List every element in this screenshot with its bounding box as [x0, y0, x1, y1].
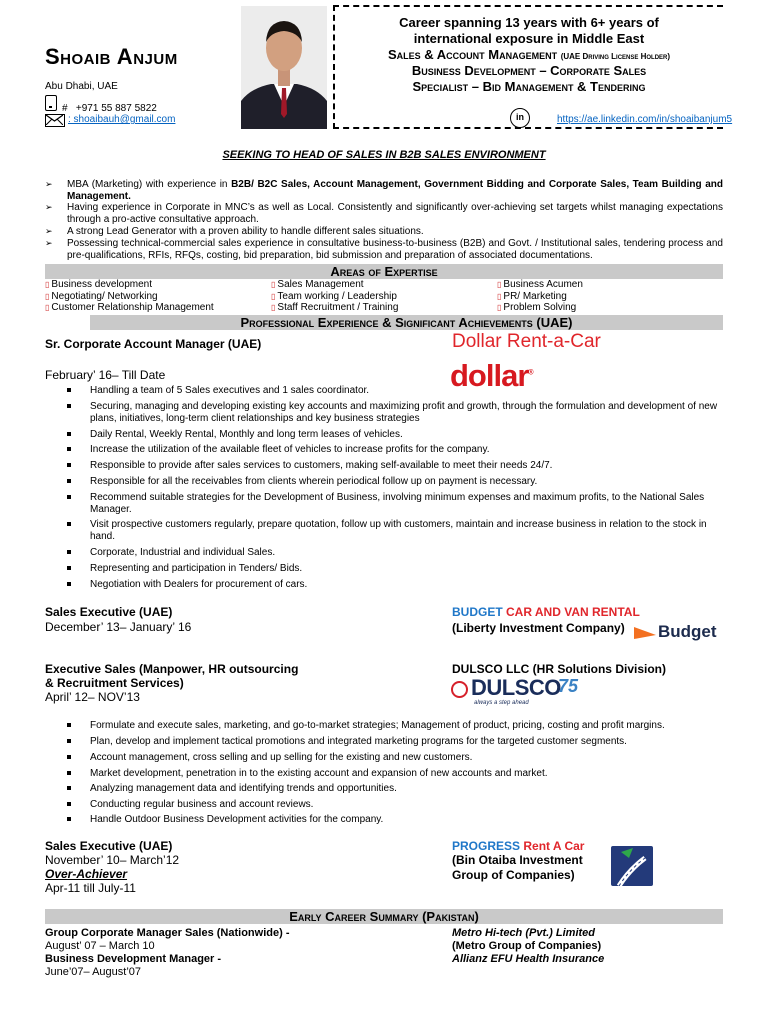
checkbox-bullet-icon: ▯ [45, 280, 50, 289]
job-duty-bullet: Increase the utilization of the available fleet of vehicles to increase profits for the company. [67, 444, 723, 456]
phone [62, 103, 157, 114]
summary-line-3-note: (UAE Driving License Holder) [560, 52, 671, 61]
arrow-bullet-icon: ➢ [45, 179, 53, 189]
company-name: PROGRESS Rent A Car [452, 839, 585, 853]
job-duty-bullet: Handle Outdoor Business Development activities for the company. [67, 814, 723, 826]
job-duty-bullet: Visit prospective customers regularly, prepare quotation, follow up with customers, maintain and increase business in relation to the stock in hand. [67, 519, 723, 543]
job-duty-bullet: Negotiation with Dealers for procurement of cars. [67, 579, 723, 591]
job-duty-bullet: Conducting regular business and account reviews. [67, 799, 723, 811]
career-summary-box [333, 5, 723, 129]
dulsco-emblem-icon [451, 681, 468, 698]
checkbox-bullet-icon: ▯ [271, 292, 276, 301]
early-company: Allianz EFU Health Insurance [452, 953, 605, 965]
linkedin-icon[interactable]: in [510, 108, 530, 128]
square-bullet-icon [67, 432, 71, 436]
job-title: Sales Executive (UAE) [45, 839, 173, 853]
dulsco-75-badge: 75 [558, 676, 579, 696]
job-title: Executive Sales (Manpower, HR outsourcing [45, 662, 299, 676]
job-date: February’ 16– Till Date [45, 368, 166, 382]
expertise-item: ▯ Customer Relationship Management [45, 302, 214, 313]
checkbox-bullet-icon: ▯ [271, 280, 276, 289]
job-duty-bullet: Securing, managing and developing existing key accounts and maximizing profit and growth, through the formulation and development of new plans, initiatives, long-term client relationships and key business strategies [67, 401, 723, 425]
expertise-item: ▯ Sales Management [271, 279, 364, 290]
square-bullet-icon [67, 723, 71, 727]
candidate-name: Shoaib Anjum [45, 44, 178, 69]
summary-line-4: Business Development – Corporate Sales [411, 63, 647, 78]
expertise-item: ▯ PR/ Marketing [497, 291, 567, 302]
job-duty-bullet: Plan, develop and implement tactical promotions and integrated marketing programs for the targeted customer segments. [67, 736, 723, 748]
location: Abu Dhabi, UAE [45, 81, 118, 92]
square-bullet-icon [67, 522, 71, 526]
linkedin-link[interactable]: https://ae.linkedin.com/in/shoaibanjum5 [557, 114, 733, 125]
mail-icon [45, 114, 65, 127]
summary-line-1: Career spanning 13 years with 6+ years of [399, 15, 659, 30]
expertise-item: ▯ Negotiating/ Networking [45, 291, 158, 302]
job-title: Sales Executive (UAE) [45, 605, 173, 619]
square-bullet-icon [67, 566, 71, 570]
square-bullet-icon [67, 550, 71, 554]
company-name: Dollar Rent-a-Car [452, 331, 601, 352]
job-duty-bullet: Representing and participation in Tenders/ Bids. [67, 563, 723, 575]
phone-number: +971 55 887 5822 [75, 103, 157, 114]
square-bullet-icon [67, 582, 71, 586]
summary-line-3-main: Sales & Account Management [387, 47, 558, 62]
summary-line-5: Specialist – Bid Management & Tendering [412, 79, 646, 94]
job-date: April’ 12– NOV’13 [45, 690, 140, 704]
experience-heading: Professional Experience & Significant Achievements (UAE) [90, 315, 723, 330]
checkbox-bullet-icon: ▯ [271, 303, 276, 312]
checkbox-bullet-icon: ▯ [497, 292, 502, 301]
job-title: Sr. Corporate Account Manager (UAE) [45, 337, 262, 351]
profile-bullet: ➢ Possessing technical-commercial sales experience in consultative business-to-business (B2B) and Govt. / Institutional sales, tendering process and pre-qualifications, RFIs, RFQs, costing, bid preparation, bid submission and preparation of associated documentations. [45, 238, 723, 261]
arrow-bullet-icon: ➢ [45, 238, 53, 248]
expertise-item: ▯ Problem Solving [497, 302, 577, 313]
early-company-group: (Metro Group of Companies) [452, 940, 602, 952]
areas-of-expertise-heading: Areas of Expertise [45, 264, 723, 279]
profile-bullet: ➢ MBA (Marketing) with experience in B2B/ B2C Sales, Account Management, Government Bidding and Corporate Sales, Team Building and Management. [45, 179, 723, 202]
early-role: Group Corporate Manager Sales (Nationwide) - [45, 927, 290, 939]
expertise-item: ▯ Team working / Leadership [271, 291, 397, 302]
square-bullet-icon [67, 786, 71, 790]
square-bullet-icon [67, 802, 71, 806]
square-bullet-icon [67, 771, 71, 775]
progress-logo [611, 846, 653, 886]
job-duty-bullet: Daily Rental, Weekly Rental, Monthly and long term leases of vehicles. [67, 429, 723, 441]
company-subtitle: (Bin Otaiba Investment [452, 853, 583, 867]
job-title: & Recruitment Services) [45, 676, 184, 690]
email-link[interactable]: : shoaibauh@gmail.com [68, 114, 176, 125]
expertise-item: ▯ Business Acumen [497, 279, 583, 290]
checkbox-bullet-icon: ▯ [497, 303, 502, 312]
square-bullet-icon [67, 495, 71, 499]
dollar-logo: dollar® [450, 358, 533, 393]
early-company: Metro Hi-tech (Pvt.) Limited [452, 927, 596, 939]
dulsco-logo: DULSCO [451, 675, 561, 701]
early-career-heading: Early Career Summary (Pakistan) [45, 909, 723, 924]
square-bullet-icon [67, 755, 71, 759]
summary-line-3 [335, 47, 723, 64]
summary-line-2: international exposure in Middle East [413, 31, 645, 46]
seeking-headline: SEEKING TO HEAD OF SALES IN B2B SALES ENVIRONMENT [222, 149, 546, 161]
profile-photo [241, 6, 327, 129]
company-name: DULSCO LLC (HR Solutions Division) [452, 662, 666, 676]
job-date: November’ 10– March’12 [45, 853, 180, 867]
square-bullet-icon [67, 739, 71, 743]
square-bullet-icon [67, 463, 71, 467]
profile-bullet: ➢ A strong Lead Generator with a proven ability to handle different sales situations. [45, 226, 424, 237]
expertise-item: ▯ Staff Recruitment / Training [271, 302, 399, 313]
company-name: BUDGET CAR AND VAN RENTAL [452, 605, 640, 619]
checkbox-bullet-icon: ▯ [497, 280, 502, 289]
square-bullet-icon [67, 479, 71, 483]
arrow-bullet-icon: ➢ [45, 226, 53, 236]
job-duty-bullet: Account management, cross selling and up selling for the existing and new customers. [67, 752, 723, 764]
checkbox-bullet-icon: ▯ [45, 303, 50, 312]
job-duty-bullet: Recommend suitable strategies for the Development of Business, involving minimum expenses and maximum profits, to the National Sales Manager. [67, 492, 723, 516]
square-bullet-icon [67, 447, 71, 451]
profile-bullet: ➢ Having experience in Corporate in MNC’s as well as Local. Consistently and significantly over-achieving set targets whilst managing expectations through a pro-active consultative approach. [45, 202, 723, 225]
square-bullet-icon [67, 388, 71, 392]
achievement-date: Apr-11 till July-11 [45, 881, 136, 895]
job-duty-bullet: Responsible to provide after sales services to customers, making self-available to meet their needs 24/7. [67, 460, 723, 472]
phone-icon [45, 95, 57, 111]
square-bullet-icon [67, 817, 71, 821]
job-duty-bullet: Market development, penetration in to the existing account and expansion of new accounts and market. [67, 768, 723, 780]
company-subtitle: (Liberty Investment Company) [452, 621, 625, 635]
achievement-label: Over-Achiever [45, 867, 128, 881]
dulsco-tagline: always a step ahead [474, 700, 529, 706]
square-bullet-icon [67, 404, 71, 408]
expertise-item: ▯ Business development [45, 279, 153, 290]
job-duty-bullet: Analyzing management data and identifying trends and opportunities. [67, 783, 723, 795]
job-date: December’ 13– January’ 16 [45, 620, 192, 634]
job-duty-bullet: Formulate and execute sales, marketing, and go-to-market strategies; Management of product, pricing, costing and profit margins. [67, 720, 723, 732]
job-duty-bullet: Corporate, Industrial and individual Sales. [67, 547, 723, 559]
phone-prefix: # [62, 103, 68, 114]
budget-logo: Budget [634, 622, 717, 642]
job-duty-bullet: Handling a team of 5 Sales executives and 1 sales coordinator. [67, 385, 723, 397]
checkbox-bullet-icon: ▯ [45, 292, 50, 301]
early-role: Business Development Manager - [45, 953, 222, 965]
early-date: June’07– August’07 [45, 966, 142, 978]
early-date: August’ 07 – March 10 [45, 940, 155, 952]
arrow-bullet-icon: ➢ [45, 202, 53, 212]
company-subtitle: Group of Companies) [452, 868, 575, 882]
job-duty-bullet: Responsible for all the receivables from clients wherein periodical follow up on payment is necessary. [67, 476, 723, 488]
